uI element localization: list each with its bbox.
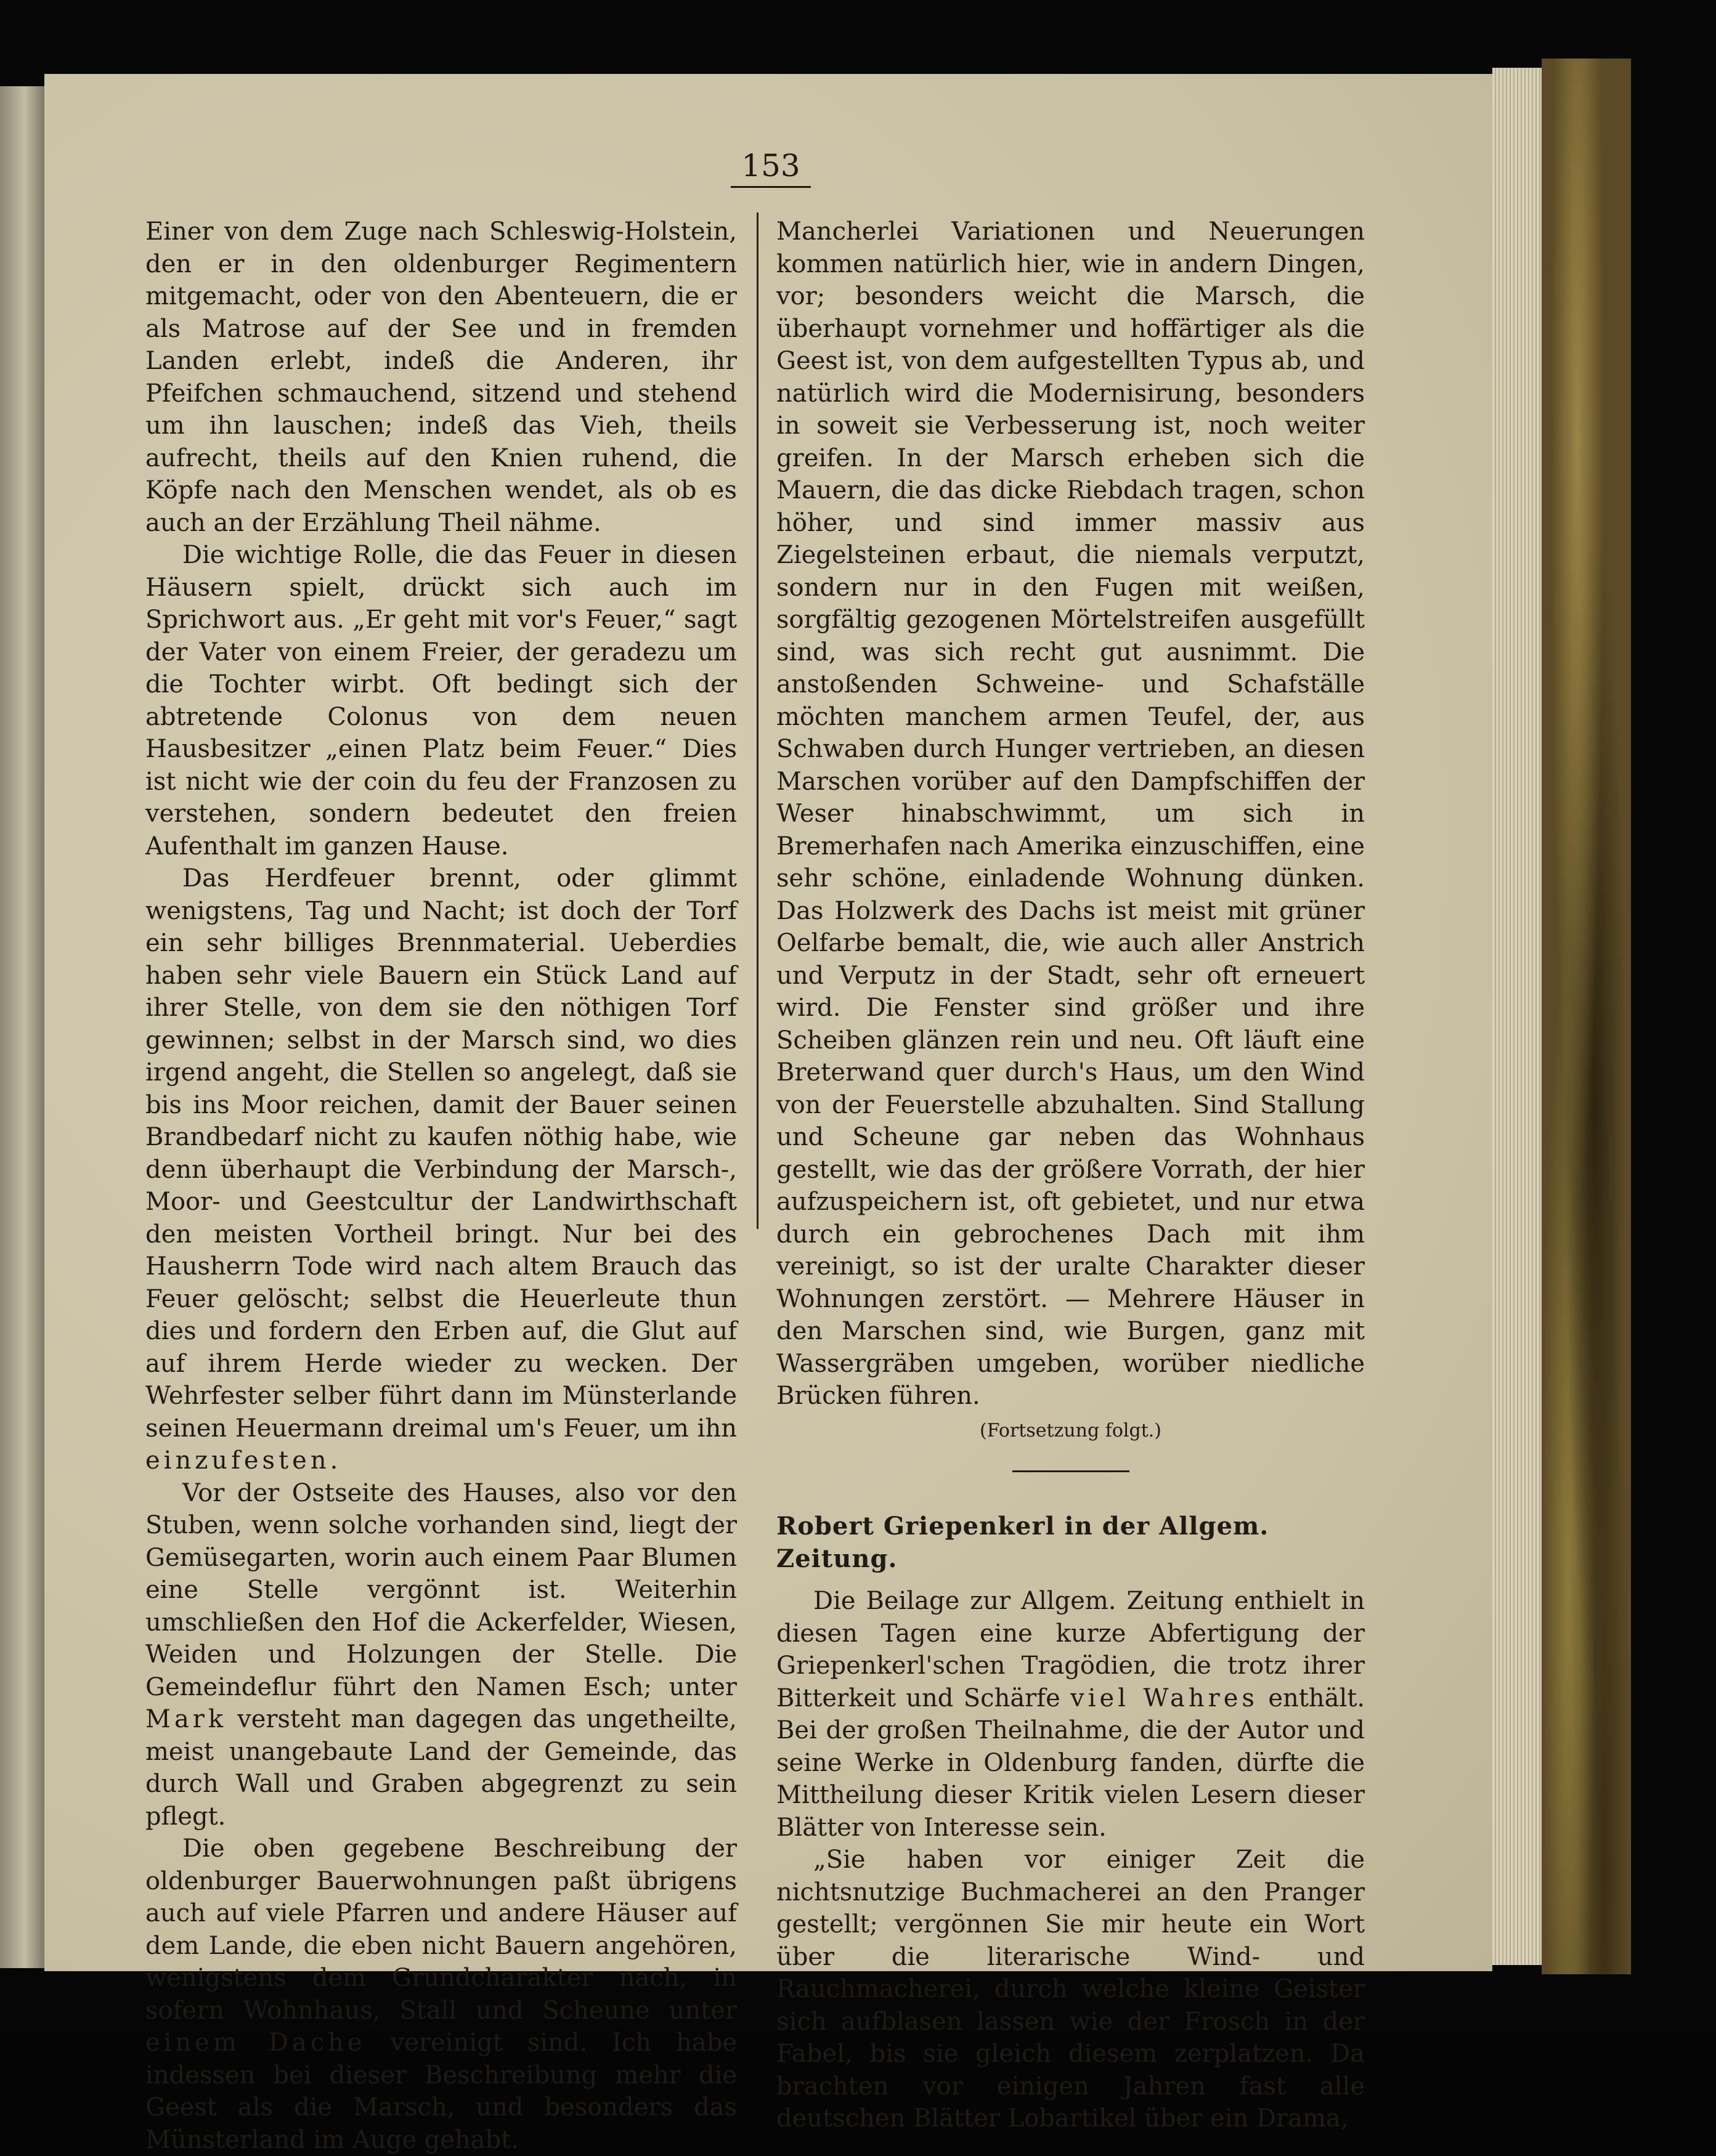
paragraph (145, 1833, 737, 2156)
paragraph: „Sie haben vor einiger Zeit die nichtsnutzige Buchmacherei an den Pranger gestellt; vergönnen Sie mir heute ein Wort über die literarische Wind- und Rauchmacherei, durch welche kleine Geister sich aufblasen lassen wie der Frosch in der Fabel, bis sie gleich diesem zerplatzen. Da brachten vor einigen Jahren fast alle deutschen Blätter Lobartikel über ein Drama, (776, 1846, 1365, 2133)
paragraph (145, 862, 737, 1477)
spaced-emphasis: viel Wahres (1070, 1684, 1258, 1712)
paragraph-text: Die Beilage zur Allgem. Zeitung enthielt in diesen Tagen eine kurze Abfertigung der Griepenkerl'schen Tragödien, die trotz ihrer Bitterkeit und Schärfe (776, 1587, 1365, 1712)
continuation-note: (Fortsetzung folgt.) (980, 1419, 1161, 1441)
left-page-edge (0, 86, 44, 1968)
paragraph-text: enthält. Bei der großen Theilnahme, die der Autor und seine Werke in Oldenburg fanden, dürfte die Mittheilung dieser Kritik vielen Lesern dieser Blätter von Interesse sein. (776, 1684, 1365, 1842)
paragraph-text: Die oben gegebene Beschreibung der oldenburger Bauerwohnungen paßt übrigens auch auf viele Pfarren und andere Häuser auf dem Lande, die eben nicht Bauern angehören, wenigstens dem Grundcharakter nach, in sofern Wohnhaus, Stall und Scheune unter (145, 1834, 737, 2025)
paragraph: Mancherlei Variationen und Neuerungen kommen natürlich hier, wie in andern Dingen, vor; besonders weicht die Marsch, die überhaupt vornehmer und hoffärtiger als die Geest ist, von dem aufgestellten Typus ab, und natürlich wird die Modernisirung, besonders in soweit sie Verbesserung ist, noch weiter greifen. In der Marsch erheben sich die Mauern, die das dicke Riebdach tragen, schon höher, und sind immer massiv aus Ziegelsteinen erbaut, die niemals verputzt, sondern nur in den Fugen mit weißen, sorgfältig gezogenen Mörtelstreifen ausgefüllt sind, was sich recht gut ausnimmt. Die anstoßenden Schweine- und Schafställe möchten manchem armen Teufel, der, aus Schwaben durch Hunger vertrieben, an diesen Marschen vorüber auf den Dampfschiffen der Weser hinabschwimmt, um sich in Bremerhafen nach Amerika einzuschiffen, eine sehr schöne, einladende Wohnung dünken. Das Holzwerk des Dachs ist meist mit grüner Oelfarbe bemalt, die, wie auch aller Anstrich und Verputz in der Stadt, sehr oft erneuert wird. Die Fenster sind größer und ihre Scheiben glänzen rein und neu. Oft läuft eine Breterwand quer durch's Haus, um den Wind von der Feuerstelle abzuhalten. Sind Stallung und Scheune gar neben das Wohnhaus gestellt, wie das der größere Vorrath, der hier aufzuspeichern ist, oft gebietet, und nur etwa durch ein gebrochenes Dach mit ihm vereinigt, so ist der uralte Charakter dieser Wohnungen zerstört. — Mehrere Häuser in den Marschen sind, wie Burgen, ganz mit Wassergräben umgeben, worüber niedliche Brücken führen. (776, 217, 1365, 1410)
section-divider (1012, 1470, 1129, 1472)
paragraph: Einer von dem Zuge nach Schleswig-Holstein, den er in den oldenburger Regimentern mitgemacht, oder von den Abenteuern, die er als Matrose auf der See und in fremden Landen erlebt, indeß die Anderen, ihr Pfeifchen schmauchend, sitzend und stehend um ihn lauschen; indeß das Vieh, theils aufrecht, theils auf den Knien ruhend, die Köpfe nach den Menschen wendet, als ob es auch an der Erzählung Theil nähme. (145, 217, 737, 537)
paragraph: Die wichtige Rolle, die das Feuer in diesen Häusern spielt, drückt sich auch im Sprichwort aus. „Er geht mit vor's Feuer,“ sagt der Vater von einem Freier, der geradezu um die Tochter wirbt. Oft bedingt sich der abtretende Colonus von dem neuen Hausbesitzer „einen Platz beim Feuer.“ Dies ist nicht wie der coin du feu der Franzosen zu verstehen, sondern bedeutet den freien Aufenthalt im ganzen Hause. (145, 541, 737, 861)
column-divider (757, 213, 758, 1229)
page-stack-edge (1492, 68, 1542, 1965)
spaced-emphasis: einzufesten. (145, 1446, 342, 1475)
paragraph-text: versteht man dagegen das ungetheilte, meist unangebaute Land der Gemeinde, das durch Wall und Graben abgegrenzt zu sein pflegt. (145, 1705, 737, 1831)
paragraph-text: vereinigt sind. Ich habe indessen bei dieser Beschreibung mehr die Geest als die Marsch, und besonders das Münsterland im Auge gehabt. (145, 2028, 737, 2154)
article-heading: Robert Griepenkerl in der Allgem. Zeitung. (776, 1512, 1269, 1573)
marbled-book-cover (1542, 59, 1631, 1974)
left-text-column (145, 216, 737, 2156)
paragraph (145, 1477, 737, 1833)
paragraph (776, 1585, 1365, 1844)
paragraph-text: Das Herdfeuer brennt, oder glimmt wenigstens, Tag und Nacht; ist doch der Torf ein sehr billiges Brennmaterial. Ueberdies haben sehr viele Bauern ein Stück Land auf ihrer Stelle, von dem sie den nöthigen Torf gewinnen; selbst in der Marsch sind, wo dies irgend angeht, die Stellen so angelegt, daß sie bis ins Moor reichen, damit der Bauer seinen Brandbedarf nicht zu kaufen nöthig habe, wie denn überhaupt die Verbindung der Marsch-, Moor- und Geestcultur der Landwirthschaft den meisten Vortheil bringt. Nur bei des Hausherrn Tode wird nach altem Brauch das Feuer gelöscht; selbst die Heuerleute thun dies und fordern den Erben auf, die Glut auf auf ihrem Herde wieder zu wecken. Der Wehrfester selber führt dann im Münsterlande seinen Heuermann dreimal um's Feuer, um ihn (145, 864, 737, 1443)
page-number: 153 (731, 148, 811, 188)
paragraph-text: Vor der Ostseite des Hauses, also vor den Stuben, wenn solche vorhanden sind, liegt der Gemüsegarten, worin auch einem Paar Blumen eine Stelle vergönnt ist. Weiterhin umschließen den Hof die Ackerfelder, Wiesen, Weiden und Holzungen der Stelle. Die Gemeindeflur führt den Namen Esch; unter (145, 1478, 737, 1701)
spaced-emphasis: einem Dache (145, 2028, 366, 2057)
spaced-emphasis: Mark (145, 1705, 227, 1733)
right-text-column (776, 216, 1365, 2135)
